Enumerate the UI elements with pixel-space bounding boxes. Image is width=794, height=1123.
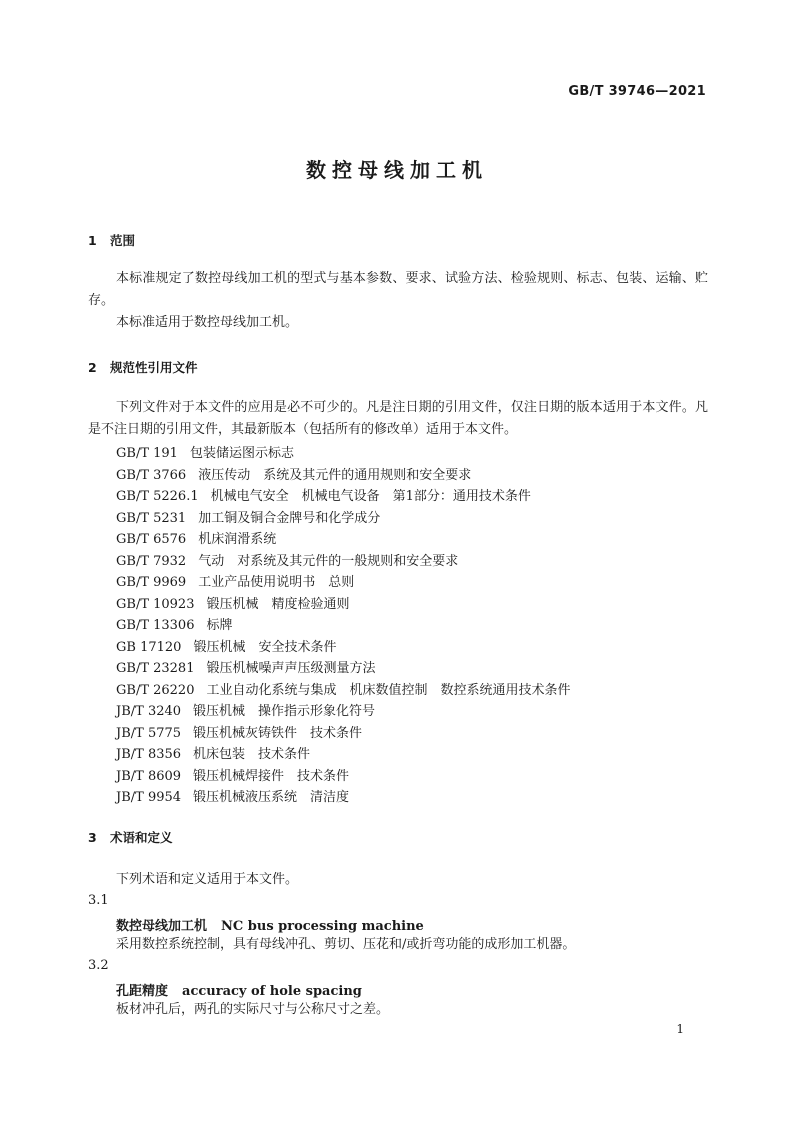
reference-code: GB/T 191 (116, 446, 178, 461)
reference-item (116, 528, 276, 547)
reference-title: 气动 对系统及其元件的一般规则和安全要求 (198, 553, 459, 569)
section-title: 范围 (110, 233, 136, 248)
scope-paragraph-2: 本标准适用于数控母线加工机。 (116, 315, 299, 330)
term-heading (116, 915, 424, 934)
term-cn: 数控母线加工机 (116, 919, 208, 934)
reference-item (116, 679, 571, 698)
reference-code: GB/T 23281 (116, 661, 195, 676)
reference-title: 工业产品使用说明书 总则 (198, 575, 355, 590)
reference-item (116, 786, 349, 805)
reference-code: JB/T 5775 (116, 725, 182, 741)
reference-title: 锻压机械液压系统 清洁度 (193, 790, 350, 805)
reference-code: GB/T 13306 (116, 618, 195, 633)
reference-item (116, 636, 336, 655)
section-heading-scope (88, 231, 135, 249)
reference-title: 工业自动化系统与集成 机床数值控制 数控系统通用技术条件 (206, 682, 571, 698)
term-en: accuracy of hole spacing (182, 984, 362, 999)
reference-title: 锻压机械 操作指示形象化符号 (193, 704, 376, 719)
scope-paragraph-1: 本标准规定了数控母线加工机的型式与基本参数、要求、试验方法、检验规则、标志、包装、运输、贮存。 (88, 271, 708, 308)
reference-code: GB/T 3766 (116, 467, 187, 483)
reference-code: GB/T 6576 (116, 532, 187, 547)
reference-item (116, 614, 233, 633)
reference-title: 机械电气安全 机械电气设备 第1部分：通用技术条件 (210, 489, 531, 504)
reference-code: JB/T 8356 (116, 747, 182, 762)
reference-item (116, 593, 350, 612)
section-heading-terms (88, 828, 173, 846)
standard-number: GB/T 39746—2021 (568, 84, 706, 99)
reference-title: 机床润滑系统 (198, 532, 277, 547)
reference-item (116, 550, 458, 569)
reference-item (116, 442, 294, 461)
reference-code: JB/T 3240 (116, 704, 182, 719)
section-title: 术语和定义 (110, 830, 173, 845)
reference-title: 机床包装 技术条件 (193, 747, 311, 762)
term-number: 3.1 (88, 893, 109, 908)
reference-code: JB/T 9954 (116, 790, 182, 805)
section-number: 3 (88, 830, 97, 845)
section-title: 规范性引用文件 (110, 360, 198, 375)
reference-item (116, 507, 380, 526)
normative-intro: 下列文件对于本文件的应用是必不可少的。凡是注日期的引用文件，仅注日期的版本适用于本文件。凡是不注日期的引用文件，其最新版本（包括所有的修改单）适用于本文件。 (88, 400, 708, 437)
section-number: 2 (88, 360, 97, 375)
reference-item (116, 722, 362, 741)
reference-item (116, 657, 376, 676)
reference-code: GB/T 26220 (116, 682, 195, 698)
reference-code: GB/T 9969 (116, 575, 187, 590)
reference-code: GB/T 5226.1 (116, 489, 199, 504)
document-title: 数控母线加工机 (306, 158, 488, 182)
reference-title: 锻压机械 安全技术条件 (193, 639, 337, 655)
reference-title: 锻压机械 精度检验通则 (206, 596, 350, 612)
reference-code: GB/T 5231 (116, 510, 187, 526)
reference-title: 锻压机械焊接件 技术条件 (193, 768, 350, 784)
reference-item (116, 485, 531, 504)
page-number: 1 (676, 1022, 684, 1036)
reference-code: JB/T 8609 (116, 768, 182, 784)
reference-code: GB 17120 (116, 639, 182, 655)
section-heading-normative (88, 358, 198, 376)
term-definition: 板材冲孔后，两孔的实际尺寸与公称尺寸之差。 (116, 1002, 390, 1017)
term-heading (116, 980, 362, 999)
term-definition: 采用数控系统控制，具有母线冲孔、剪切、压花和/或折弯功能的成形加工机器。 (116, 937, 576, 952)
reference-item (116, 765, 349, 784)
reference-title: 包装储运图示标志 (189, 446, 294, 461)
reference-title: 锻压机械噪声声压级测量方法 (206, 661, 376, 676)
reference-code: GB/T 7932 (116, 553, 187, 569)
reference-item (116, 743, 310, 762)
term-en: NC bus processing machine (221, 919, 424, 934)
reference-title: 液压传动 系统及其元件的通用规则和安全要求 (198, 467, 472, 483)
section-number: 1 (88, 233, 97, 248)
reference-item (116, 571, 354, 590)
terms-intro: 下列术语和定义适用于本文件。 (116, 872, 299, 887)
term-cn: 孔距精度 (116, 984, 169, 999)
reference-code: GB/T 10923 (116, 596, 195, 612)
reference-item (116, 700, 375, 719)
term-number: 3.2 (88, 958, 109, 973)
reference-title: 标牌 (206, 618, 233, 633)
reference-title: 锻压机械灰铸铁件 技术条件 (193, 725, 363, 741)
reference-item (116, 464, 471, 483)
reference-title: 加工铜及铜合金牌号和化学成分 (198, 510, 381, 526)
